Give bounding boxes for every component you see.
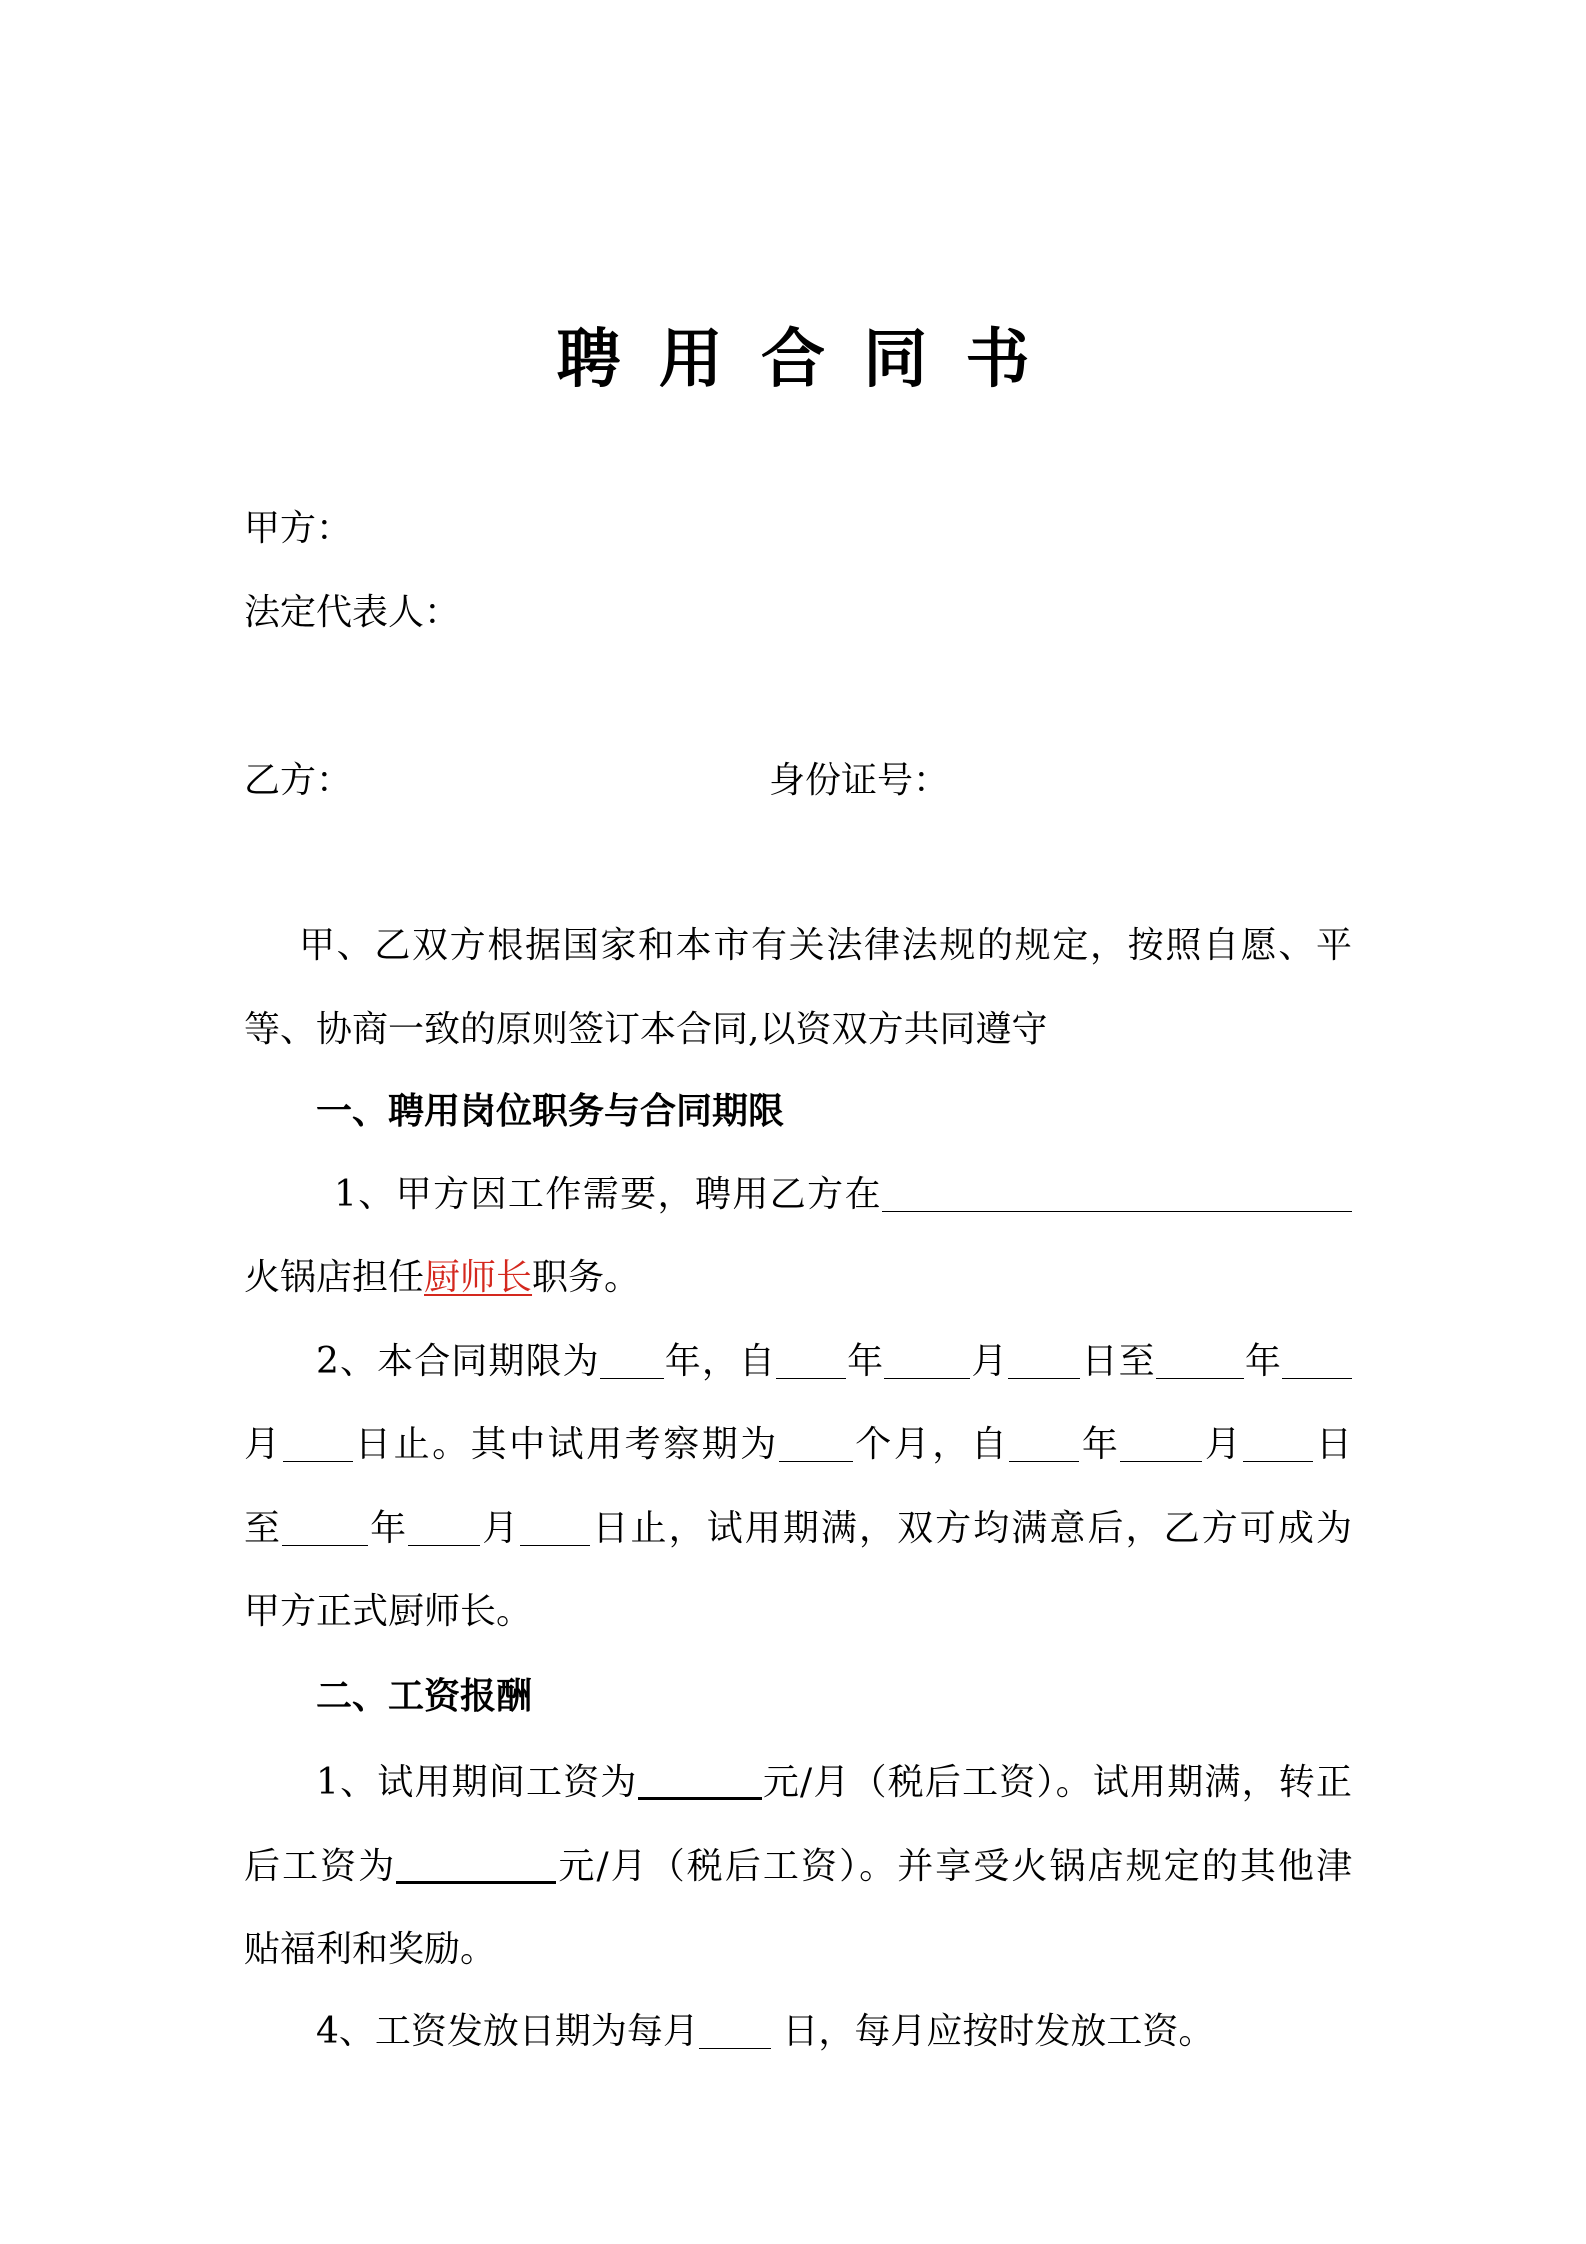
clause-line: 甲方正式厨师长。 <box>244 1591 533 1632</box>
clause-text: 1、试用期间工资为 <box>316 1762 638 1803</box>
clause-text: 年，自 <box>663 1341 777 1382</box>
clause-text: 4、工资发放日期为每月 <box>316 2011 699 2052</box>
clause-line <box>334 1171 1352 1219</box>
clause-text: 日止。其中试用考察期为 <box>352 1424 779 1465</box>
blank-field <box>1008 1350 1080 1379</box>
clause-line <box>244 1421 1352 1469</box>
clause-line <box>316 2008 1214 2056</box>
clause-line <box>244 1505 1352 1553</box>
clause-text: 职务。 <box>532 1257 641 1298</box>
legal-representative-label: 法定代表人： <box>244 592 461 633</box>
clause-text: 年 <box>1079 1424 1121 1465</box>
clause-text: 月 <box>1202 1424 1244 1465</box>
clause-text: 月 <box>480 1508 521 1549</box>
blank-field <box>1243 1433 1313 1462</box>
blank-field <box>283 1433 353 1462</box>
clause-text: 元/月（税后工资）。并享受火锅店规定的其他津 <box>556 1846 1352 1887</box>
blank-field <box>882 1183 1352 1212</box>
clause-text: 2、本合同期限为 <box>316 1341 600 1382</box>
blank-field <box>638 1769 762 1800</box>
party-a-label: 甲方： <box>244 508 353 549</box>
clause-text: 月 <box>970 1341 1009 1382</box>
blank-field <box>1282 1350 1352 1379</box>
preamble-line: 等、协商一致的原则签订本合同,以资双方共同遵守 <box>244 1009 1048 1050</box>
section-heading: 一、聘用岗位职务与合同期限 <box>316 1091 785 1132</box>
blank-field <box>1120 1433 1202 1462</box>
job-title-highlight: 厨师长 <box>424 1257 533 1298</box>
clause-text: 至 <box>244 1508 283 1549</box>
blank-field <box>1156 1350 1244 1379</box>
id-number-label: 身份证号： <box>769 760 950 801</box>
document-title: 聘 用 合 同 书 <box>556 323 1030 397</box>
blank-field <box>408 1517 480 1546</box>
clause-line <box>316 1759 1352 1807</box>
blank-field <box>396 1853 556 1884</box>
clause-text: 日，每月应按时发放工资。 <box>770 2011 1215 2052</box>
clause-text: 1、甲方因工作需要，聘用乙方在 <box>334 1174 882 1215</box>
clause-line <box>244 1254 640 1302</box>
blank-field <box>776 1350 846 1379</box>
clause-text: 月 <box>244 1424 283 1465</box>
section-heading: 二、工资报酬 <box>316 1676 533 1717</box>
clause-line: 贴福利和奖励。 <box>244 1929 497 1970</box>
clause-text: 个月，自 <box>852 1424 1010 1465</box>
preamble-line: 甲、乙双方根据国家和本市有关法律法规的规定，按照自愿、平 <box>299 925 1352 966</box>
party-b-label: 乙方： <box>244 760 353 801</box>
blank-field <box>884 1350 970 1379</box>
clause-text: 火锅店担任 <box>244 1257 425 1298</box>
clause-text: 日止，试用期满，双方均满意后，乙方可成为 <box>590 1508 1352 1549</box>
blank-field <box>699 2020 771 2049</box>
clause-text: 后工资为 <box>244 1846 397 1887</box>
blank-field <box>1009 1433 1079 1462</box>
blank-field <box>282 1517 368 1546</box>
blank-field <box>600 1350 664 1379</box>
clause-text: 年 <box>1243 1341 1282 1382</box>
clause-text: 日至 <box>1080 1341 1156 1382</box>
clause-text: 元/月（税后工资）。试用期满，转正 <box>761 1762 1352 1803</box>
clause-line <box>316 1338 1352 1386</box>
blank-field <box>520 1517 590 1546</box>
clause-text: 年 <box>368 1508 409 1549</box>
clause-text: 年 <box>846 1341 885 1382</box>
clause-line <box>244 1843 1352 1891</box>
blank-field <box>779 1433 853 1462</box>
clause-text: 日 <box>1313 1424 1352 1465</box>
